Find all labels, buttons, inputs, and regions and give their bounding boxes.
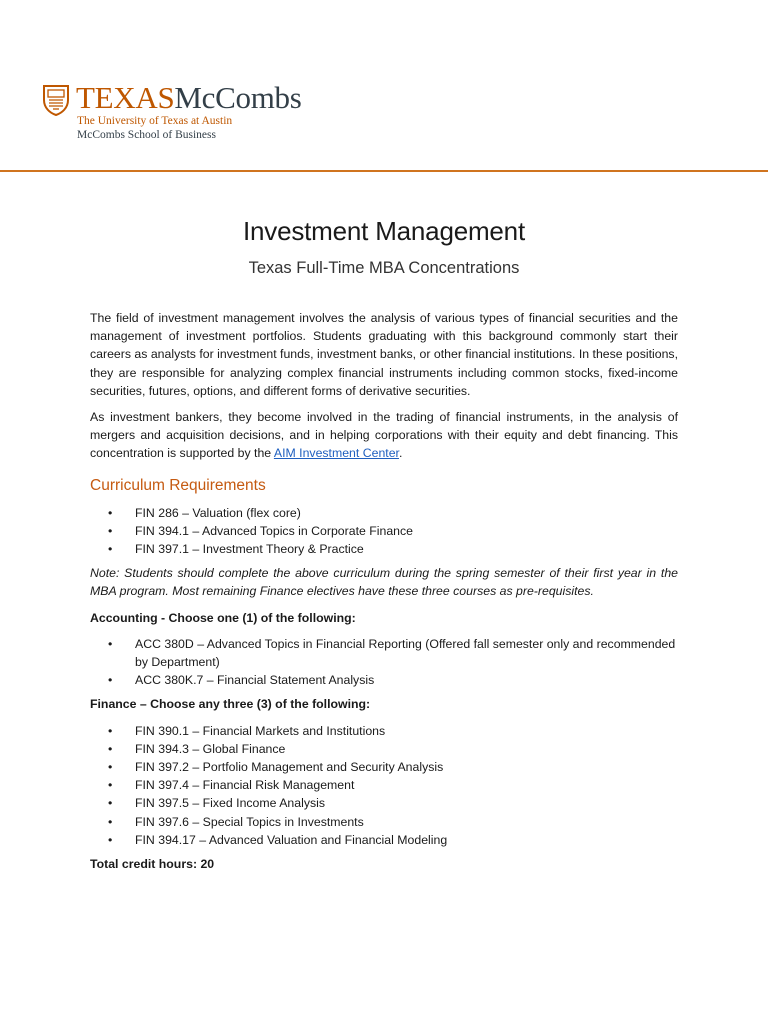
page-subtitle: Texas Full-Time MBA Concentrations bbox=[248, 259, 520, 277]
total-credit-hours: Total credit hours: 20 bbox=[90, 857, 215, 872]
page-title: Investment Management bbox=[243, 216, 525, 246]
accounting-heading: Accounting - Choose one (1) of the following: bbox=[90, 610, 356, 625]
logo-university-line: The University of Texas at Austin bbox=[77, 115, 233, 127]
list-item: • FIN 397.6 – Special Topics in Investments bbox=[135, 813, 678, 831]
logo-wordmark bbox=[76, 80, 301, 116]
mccombs-logo bbox=[40, 82, 330, 144]
list-item: • FIN 394.1 – Advanced Topics in Corporate Finance bbox=[135, 522, 678, 540]
list-item: • FIN 397.4 – Financial Risk Management bbox=[135, 776, 678, 794]
logo-wordmark-mccombs: McCombs bbox=[174, 80, 302, 115]
curriculum-note: Note: Students should complete the above curriculum during the spring semester of their first year in the MBA program. Most remaining Finance electives have these three courses as pre-requisites. bbox=[90, 566, 678, 599]
second-paragraph-text: As investment bankers, they become involved in the trading of financial instruments, in the analysis of mergers and acquisition decisions, and in helping corporations with their equity and debt financing. This concentration is supported by the bbox=[90, 410, 678, 461]
intro-paragraph: The field of investment management involves the analysis of various types of financial securities and the management of investment portfolios. Students graduating with this background commonly start their careers as analysts for investment funds, investment banks, or other financial institutions. In these positions, they are responsible for analyzing complex financial instruments including common stocks, fixed-income securities, futures, options, and different forms of derivative securities. bbox=[90, 311, 678, 398]
list-item: • ACC 380K.7 – Financial Statement Analysis bbox=[135, 671, 678, 689]
list-item: • ACC 380D – Advanced Topics in Financial Reporting (Offered fall semester only and recommended by Department) bbox=[135, 635, 678, 671]
document-body bbox=[90, 309, 678, 881]
list-item: • FIN 394.17 – Advanced Valuation and Financial Modeling bbox=[135, 831, 678, 849]
aim-investment-center-link[interactable]: AIM Investment Center bbox=[273, 446, 399, 461]
finance-course-list bbox=[90, 722, 678, 849]
second-paragraph-end: . bbox=[398, 446, 403, 461]
logo-school-line: McCombs School of Business bbox=[77, 129, 216, 141]
curriculum-heading: Curriculum Requirements bbox=[90, 476, 266, 494]
accounting-course-list bbox=[90, 635, 678, 690]
ut-shield-icon bbox=[42, 84, 70, 116]
second-paragraph bbox=[90, 408, 678, 463]
core-course-list bbox=[90, 504, 678, 559]
list-item: • FIN 394.3 – Global Finance bbox=[135, 740, 678, 758]
list-item: • FIN 397.1 – Investment Theory & Practice bbox=[135, 540, 678, 558]
finance-heading: Finance – Choose any three (3) of the following: bbox=[90, 697, 371, 712]
list-item: • FIN 397.5 – Fixed Income Analysis bbox=[135, 794, 678, 812]
logo-wordmark-texas: TEXAS bbox=[76, 80, 175, 115]
list-item: • FIN 390.1 – Financial Markets and Institutions bbox=[135, 722, 678, 740]
list-item: • FIN 397.2 – Portfolio Management and Security Analysis bbox=[135, 758, 678, 776]
list-item: • FIN 286 – Valuation (flex core) bbox=[135, 504, 678, 522]
header-divider bbox=[0, 170, 768, 172]
